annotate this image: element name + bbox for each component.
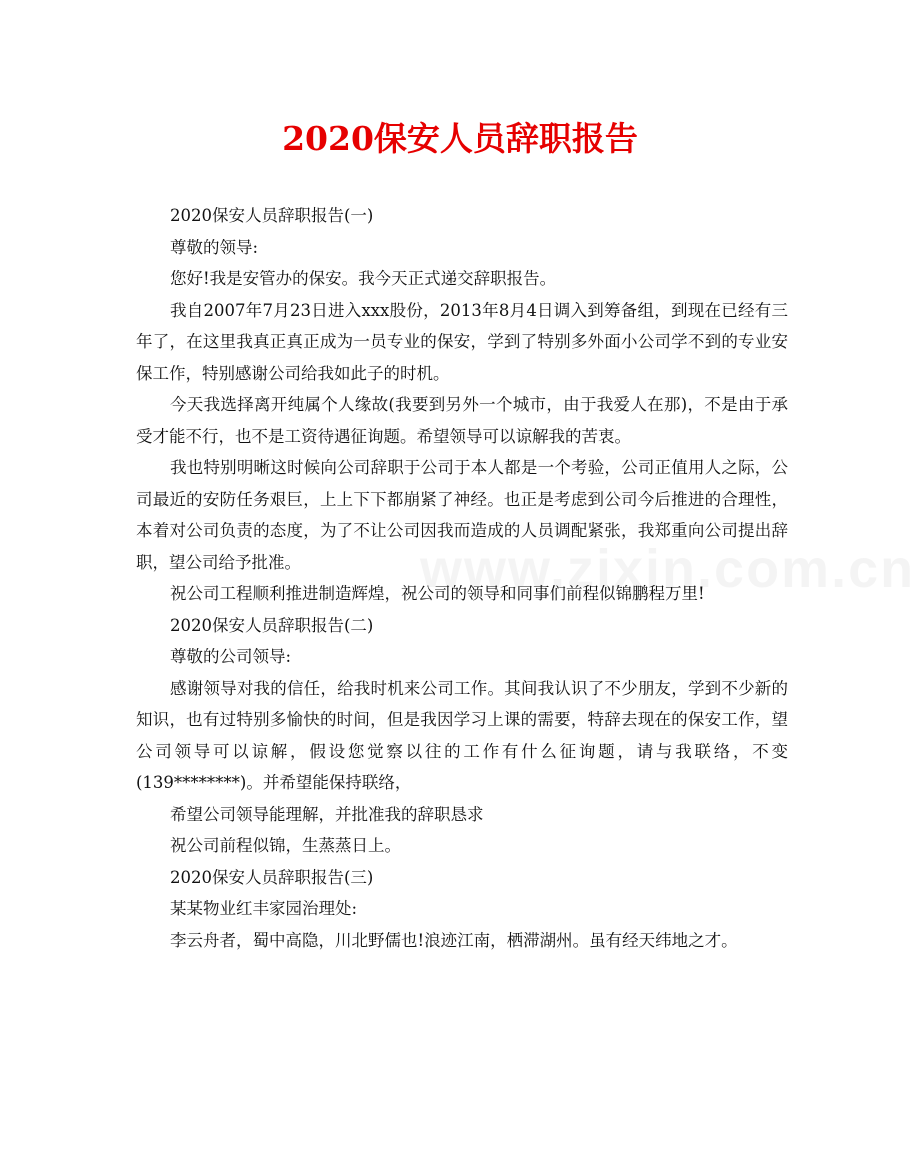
document-body <box>136 200 788 956</box>
section-heading-2: 2020保安人员辞职报告(二) <box>170 615 374 635</box>
salutation-2: 尊敬的公司领导: <box>170 647 292 666</box>
document-title: 2020保安人员辞职报告 <box>282 119 638 158</box>
paragraph: 您好!我是安管办的保安。我今天正式递交辞职报告。 <box>170 269 557 288</box>
section-heading-3: 2020保安人员辞职报告(三) <box>170 867 374 887</box>
paragraph: 感谢领导对我的信任，给我时机来公司工作。其间我认识了不少朋友，学到不少新的知识，也有过特别多愉快的时间，但是我因学习上课的需要，特辞去现在的保安工作，望公司领导可以谅解，假设您觉察以往的工作有什么征询题，请与我联络，不变(139********)。并希望能保持联络， <box>136 678 788 792</box>
salutation-3: 某某物业红丰家园治理处: <box>170 899 358 918</box>
section-heading-1: 2020保安人员辞职报告(一) <box>170 206 374 225</box>
paragraph: 李云舟者，蜀中高隐，川北野儒也!浪迹江南，栖滞湖州。虽有经天纬地之才。 <box>170 930 738 950</box>
paragraph: 今天我选择离开纯属个人缘故(我要到另外一个城市，由于我爱人在那)，不是由于承受才能不行，也不是工资待遇征询题。希望领导可以谅解我的苦衷。 <box>136 395 788 446</box>
paragraph: 我自2007年7月23日进入xxx股份，2013年8月4日调入到筹备组，到现在已经有三年了，在这里我真正真正成为一员专业的保安，学到了特别多外面小公司学不到的专业安保工作，特别感谢公司给我如此子的时机。 <box>136 300 788 383</box>
paragraph: 祝公司工程顺利推进制造辉煌，祝公司的领导和同事们前程似锦鹏程万里! <box>170 584 705 603</box>
paragraph: 希望公司领导能理解，并批准我的辞职恳求 <box>170 804 484 824</box>
paragraph: 祝公司前程似锦，生蒸蒸日上。 <box>170 836 401 855</box>
paragraph: 我也特别明晰这时候向公司辞职于公司于本人都是一个考验，公司正值用人之际，公司最近的安防任务艰巨，上上下下都崩紧了神经。也正是考虑到公司今后推进的合理性，本着对公司负责的态度，为了不让公司因我而造成的人员调配紧张，我郑重向公司提出辞职，望公司给予批准。 <box>136 458 788 572</box>
salutation-1: 尊敬的领导: <box>170 237 259 257</box>
